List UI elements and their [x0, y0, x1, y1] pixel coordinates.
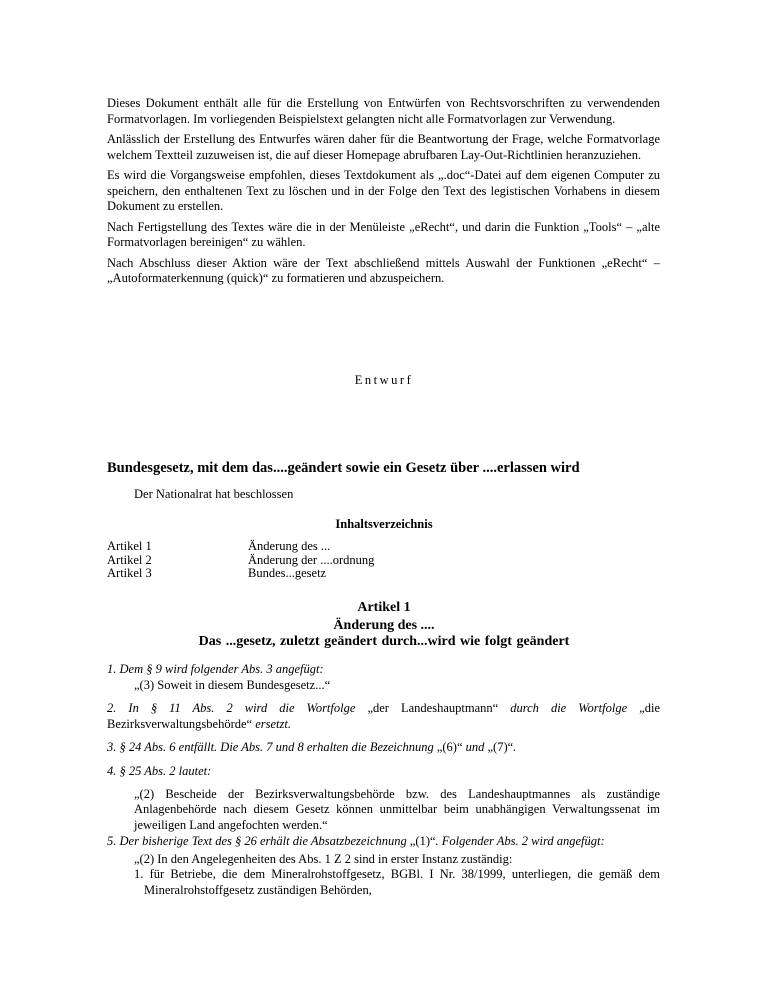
article-heading — [0, 599, 768, 635]
instruction-part: . — [513, 740, 517, 754]
draft-label: Entwurf — [354, 373, 414, 387]
instruction-part: und — [462, 740, 488, 754]
instruction-part: 5. Der bisherige Text des § 26 erhält die Absatzbezeichnung — [107, 834, 410, 848]
quoted-phrase: „(6)“ — [436, 740, 463, 754]
intro-paragraph: Anlässlich der Erstellung des Entwurfes wären daher für die Beantwortung der Frage, welche Formatvorlage welchem Textteil zuzuweisen ist, die auf dieser Homepage abrufbaren Lay-Out-Richtlinien heranzuziehen. — [107, 132, 660, 162]
toc-row — [107, 567, 374, 581]
amendment-1 — [107, 662, 660, 693]
amendment-2 — [107, 701, 660, 732]
article-title: Änderung des .... — [333, 618, 435, 633]
amendment-text: „(2) In den Angelegenheiten des Abs. 1 Z 2 sind in erster Instanz zuständig: — [134, 851, 513, 866]
toc-article: Artikel 2 — [107, 552, 152, 567]
amendment-text: „(2) Bescheide der Bezirksverwaltungsbehörde bzw. des Landeshauptmannes als zuständige Anlagenbehörde nach diesem Gesetz können unmittelbar beim unabhängigen Verwaltungssenat im jeweiligen Land angefochten werden.“ — [134, 786, 660, 832]
toc-title: Bundes...gesetz — [248, 566, 327, 580]
toc-article: Artikel 3 — [107, 566, 152, 580]
intro-paragraph: Nach Fertigstellung des Textes wäre die in der Menüleiste „eRecht“, und darin die Funktion „Tools“ – „alte Formatvorlagen bereinigen“ zu wählen. — [107, 219, 660, 249]
quoted-phrase: „(1)“ — [409, 834, 436, 848]
toc-row — [107, 554, 374, 568]
toc-article: Artikel 1 — [107, 539, 152, 553]
amendment-instruction — [107, 834, 660, 850]
amendment-instruction — [107, 740, 660, 756]
amendment-intro: Das ...gesetz, zuletzt geändert durch...wird wie folgt geändert — [198, 634, 570, 649]
instruction-part: durch die Wortfolge — [498, 701, 640, 715]
toc-title: Änderung des ... — [248, 539, 331, 553]
article-label: Artikel 1 — [357, 600, 411, 615]
amendment-instruction: 4. § 25 Abs. 2 lautet: — [107, 764, 212, 778]
intro-paragraph: Dieses Dokument enthält alle für die Erstellung von Entwürfen von Rechtsvorschriften zu verwendenden Formatvorlagen. Im vorliegenden Beispielstext gelangten nicht alle Formatvorlagen zur Verwendung. — [107, 96, 660, 126]
amendment-5 — [107, 834, 660, 898]
quoted-phrase: „der Landeshauptmann“ — [367, 701, 499, 715]
intro-paragraph: Nach Abschluss dieser Aktion wäre der Text abschließend mittels Auswahl der Funktionen „eRecht“ – „Autoformaterkennung (quick)“ zu formatieren und abzuspeichern. — [107, 255, 660, 285]
amendment-instruction — [107, 701, 660, 732]
toc-heading: Inhaltsverzeichnis — [335, 517, 433, 531]
amendment-4 — [107, 764, 660, 833]
intro-notes — [107, 96, 660, 292]
quoted-phrase: „(7)“ — [487, 740, 514, 754]
instruction-part: 2. In § 11 Abs. 2 wird die Wortfolge — [107, 701, 368, 715]
instruction-part: . Folgender Abs. 2 wird angefügt: — [435, 834, 605, 848]
intro-paragraph: Es wird die Vorgangsweise empfohlen, dieses Textdokument als „.doc“-Datei auf dem eigenen Computer zu speichern, den enthaltenen Text zu löschen und in der Folge den Text des legistischen Vorhabens in diesem Dokument zu erstellen. — [107, 168, 660, 213]
toc-row — [107, 540, 374, 554]
preamble: Der Nationalrat hat beschlossen — [134, 487, 294, 501]
law-title: Bundesgesetz, mit dem das....geändert sowie ein Gesetz über ....erlassen wird — [107, 460, 580, 476]
amendment-text: „(3) Soweit in diesem Bundesgesetz...“ — [134, 677, 331, 692]
instruction-part: ersetzt. — [252, 716, 291, 731]
toc-title: Änderung der ....ordnung — [248, 552, 375, 567]
table-of-contents — [107, 540, 374, 581]
amendment-3 — [107, 740, 660, 756]
instruction-part: 3. § 24 Abs. 6 entfällt. Die Abs. 7 und 8 erhalten die Bezeichnung — [107, 740, 437, 754]
quoted-phrase: „die Bezirksverwaltungsbehörde“ — [107, 701, 660, 731]
amendment-instruction: 1. Dem § 9 wird folgender Abs. 3 angefügt: — [107, 662, 324, 676]
amendment-list-item: 1. für Betriebe, die dem Mineralrohstoffgesetz, BGBl. I Nr. 38/1999, unterliegen, die gemäß dem Mineralrohstoffgesetz zuständigen Behörden, — [134, 867, 660, 897]
